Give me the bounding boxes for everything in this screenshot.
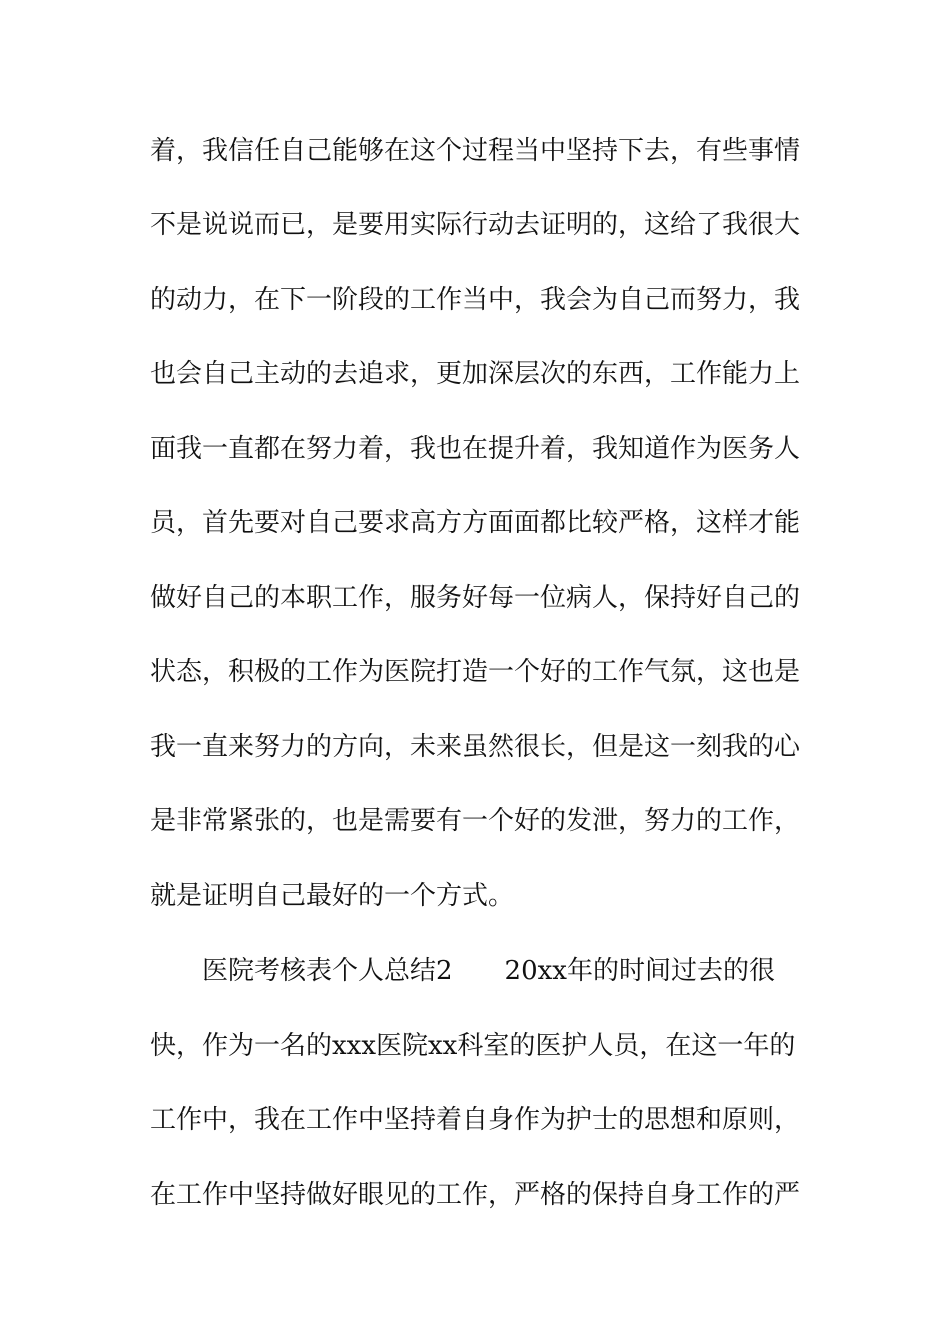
text-line: 员，首先要对自己要求高方方面面都比较严格，这样才能 [150,508,801,538]
text-line: 做好自己的本职工作，服务好每一位病人，保持好自己的 [150,583,801,613]
text-line: 也会自己主动的去追求，更加深层次的东西，工作能力上 [150,359,801,389]
text-line: 工作中，我在工作中坚持着自身作为护士的思想和原则， [150,1105,801,1135]
text-line: 在工作中坚持做好眼见的工作，严格的保持自身工作的严 [150,1180,801,1210]
text-line: 不是说说而已，是要用实际行动去证明的，这给了我很大 [150,210,801,240]
text-line: 状态，积极的工作为医院打造一个好的工作气氛，这也是 [150,657,801,687]
text-line: 是非常紧张的，也是需要有一个好的发泄，努力的工作， [150,806,801,836]
text-line: 快，作为一名的xxx医院xx科室的医护人员，在这一年的 [150,1031,796,1061]
text-line: 面我一直都在努力着，我也在提升着，我知道作为医务人 [150,434,801,464]
text-line: 我一直来努力的方向，未来虽然很长，但是这一刻我的心 [150,732,801,762]
text-line: 就是证明自己最好的一个方式。 [150,881,515,911]
text-line: 着，我信任自己能够在这个过程当中坚持下去，有些事情 [150,136,801,166]
text-line: 的动力，在下一阶段的工作当中，我会为自己而努力，我 [150,285,801,315]
section-heading-line: 医院考核表个人总结2 20xx年的时间过去的很 [202,956,775,986]
